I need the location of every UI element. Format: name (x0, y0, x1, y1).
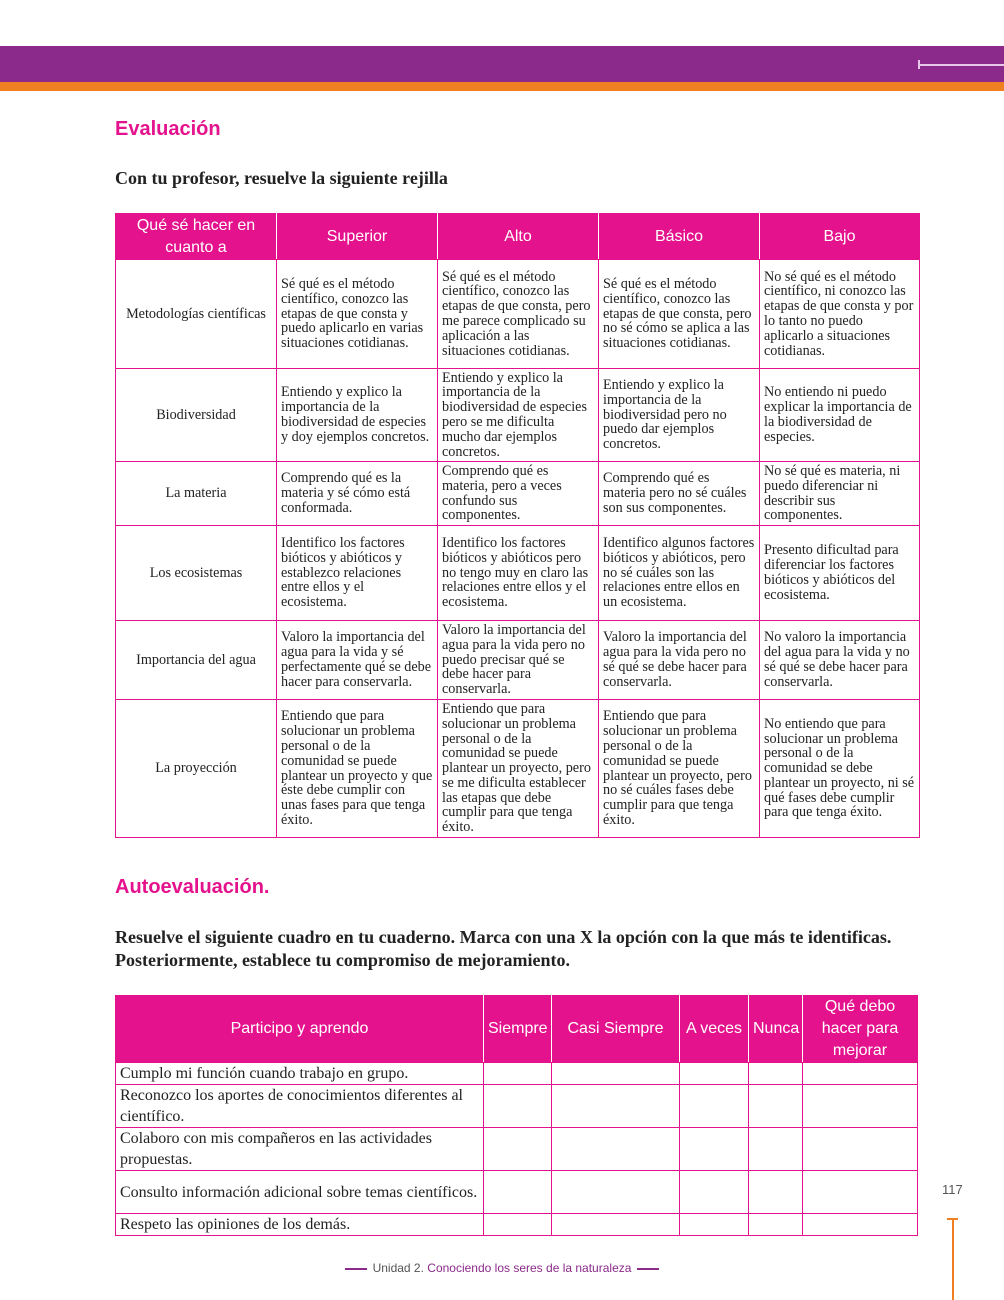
mark-cell-siempre[interactable] (484, 1128, 552, 1171)
rubric-cell: Valoro la importancia del agua para la vida pero no sé qué se debe hacer para conservarla. (599, 621, 760, 700)
autoevaluacion-title: Autoevaluación. (115, 876, 270, 898)
rubric-criterion: La proyección (116, 700, 277, 838)
rubric-cell: Entiendo y explico la importancia de la biodiversidad de especies y doy ejemplos concretos. (277, 369, 438, 462)
self-eval-statement: Cumplo mi función cuando trabajo en grupo. (116, 1063, 484, 1085)
rubric-cell: Valoro la importancia del agua para la vida pero no puedo precisar qué se debe hacer para conservarla. (438, 621, 599, 700)
rubric-cell: Comprendo qué es materia pero no sé cuáles son sus componentes. (599, 462, 760, 526)
mark-cell-siempre[interactable] (484, 1085, 552, 1128)
rubric-cell: Presento dificultad para diferenciar los factores bióticos y abióticos del ecosistema. (760, 526, 920, 621)
rubric-cell: No entiendo ni puedo explicar la importancia de la biodiversidad de especies. (760, 369, 920, 462)
rubric-header-bajo: Bajo (760, 214, 920, 260)
mejorar-cell[interactable] (803, 1214, 918, 1236)
rubric-row (116, 700, 920, 838)
rubric-criterion: Los ecosistemas (116, 526, 277, 621)
mark-cell-casi-siempre[interactable] (552, 1128, 680, 1171)
mark-cell-nunca[interactable] (749, 1171, 803, 1214)
rubric-header-superior: Superior (277, 214, 438, 260)
rubric-header-alto: Alto (438, 214, 599, 260)
rubric-cell: Entiendo que para solucionar un problema personal o de la comunidad se puede plantear un proyecto, pero no sé cuáles fases debe cumplir para que tenga éxito. (599, 700, 760, 838)
mark-cell-nunca[interactable] (749, 1085, 803, 1128)
footer-unit: Unidad 2. (372, 1261, 424, 1275)
mark-cell-a-veces[interactable] (680, 1214, 749, 1236)
rubric-row (116, 369, 920, 462)
page-margin-line (952, 1218, 954, 1300)
mark-cell-siempre[interactable] (484, 1171, 552, 1214)
rubric-cell: No valoro la importancia del agua para la vida y no sé qué se debe hacer para conservarla. (760, 621, 920, 700)
header-a-veces: A veces (680, 996, 749, 1063)
rubric-cell: Sé qué es el método científico, conozco las etapas de que consta, pero no sé cómo se aplica a las situaciones cotidianas. (599, 260, 760, 369)
rubric-cell: Comprendo qué es la materia y sé cómo está conformada. (277, 462, 438, 526)
page-number: 117 (942, 1182, 963, 1197)
mejorar-cell[interactable] (803, 1171, 918, 1214)
mejorar-cell[interactable] (803, 1085, 918, 1128)
mejorar-cell[interactable] (803, 1063, 918, 1085)
rubric-header-basico: Básico (599, 214, 760, 260)
self-eval-header-row (116, 996, 918, 1063)
top-band-line (918, 64, 1004, 66)
rubric-cell: No entiendo que para solucionar un problema personal o de la comunidad se debe plantear un proyecto, ni sé qué fases debe cumplir para que tenga éxito. (760, 700, 920, 838)
rubric-cell: Entiendo que para solucionar un problema personal o de la comunidad se puede plantear un proyecto y que éste debe cumplir con unas fases para que tenga éxito. (277, 700, 438, 838)
mark-cell-siempre[interactable] (484, 1214, 552, 1236)
self-eval-row (116, 1214, 918, 1236)
footer-title: Conociendo los seres de la naturaleza (427, 1261, 632, 1275)
rubric-criterion: Importancia del agua (116, 621, 277, 700)
self-eval-row (116, 1063, 918, 1085)
rubric-row (116, 526, 920, 621)
page-margin-tick (947, 1218, 958, 1220)
rubric-criterion: Biodiversidad (116, 369, 277, 462)
mark-cell-siempre[interactable] (484, 1063, 552, 1085)
mark-cell-a-veces[interactable] (680, 1085, 749, 1128)
rubric-criterion: La materia (116, 462, 277, 526)
evaluacion-title: Evaluación (115, 118, 221, 140)
rubric-cell: Entiendo que para solucionar un problema personal o de la comunidad se puede plantear un proyecto, pero se me dificulta establecer las etapas que debe cumplir para que tenga éxito. (438, 700, 599, 838)
header-nunca: Nunca (749, 996, 803, 1063)
rubric-header-criterion: Qué sé hacer en cuanto a (116, 214, 277, 260)
mark-cell-casi-siempre[interactable] (552, 1063, 680, 1085)
rubric-row (116, 621, 920, 700)
evaluacion-instruction: Con tu profesor, resuelve la siguiente rejilla (115, 168, 448, 188)
mark-cell-a-veces[interactable] (680, 1063, 749, 1085)
rubric-cell: Entiendo y explico la importancia de la biodiversidad pero no puedo dar ejemplos concretos. (599, 369, 760, 462)
footer-dash-right (637, 1268, 659, 1270)
rubric-cell: Valoro la importancia del agua para la vida y sé perfectamente qué se debe hacer para conservarla. (277, 621, 438, 700)
header-siempre: Siempre (484, 996, 552, 1063)
rubric-cell: Comprendo qué es materia, pero a veces confundo sus componentes. (438, 462, 599, 526)
self-eval-row (116, 1171, 918, 1214)
top-orange-band (0, 82, 1004, 91)
mark-cell-a-veces[interactable] (680, 1171, 749, 1214)
footer-dash-left (345, 1268, 367, 1270)
autoevaluacion-instruction: Resuelve el siguiente cuadro en tu cuaderno. Marca con una X la opción con la que más te identificas. Posteriormente, establece tu compromiso de mejoramiento. (115, 927, 892, 970)
footer (0, 1261, 1004, 1275)
rubric-cell: Sé qué es el método científico, conozco las etapas de que consta y puedo aplicarlo en varias situaciones cotidianas. (277, 260, 438, 369)
mark-cell-nunca[interactable] (749, 1063, 803, 1085)
rubric-cell: Identifico algunos factores bióticos y abióticos, pero no sé cuáles son las relaciones entre ellos en un ecosistema. (599, 526, 760, 621)
self-eval-statement: Consulto información adicional sobre temas científicos. (116, 1171, 484, 1214)
rubric-row (116, 260, 920, 369)
self-eval-statement: Colaboro con mis compañeros en las actividades propuestas. (116, 1128, 484, 1171)
mark-cell-nunca[interactable] (749, 1214, 803, 1236)
mark-cell-nunca[interactable] (749, 1128, 803, 1171)
self-eval-statement: Respeto las opiniones de los demás. (116, 1214, 484, 1236)
mejorar-cell[interactable] (803, 1128, 918, 1171)
self-eval-row (116, 1085, 918, 1128)
rubric-criterion: Metodologías científicas (116, 260, 277, 369)
rubric-cell: No sé qué es el método científico, ni conozco las etapas de que consta y por lo tanto no puedo aplicarlo a situaciones cotidianas. (760, 260, 920, 369)
mark-cell-casi-siempre[interactable] (552, 1171, 680, 1214)
rubric-cell: No sé qué es materia, ni puedo diferenciar ni describir sus componentes. (760, 462, 920, 526)
self-evaluation-table (115, 995, 918, 1236)
rubric-row (116, 462, 920, 526)
rubric-header-row (116, 214, 920, 260)
header-casi-siempre: Casi Siempre (552, 996, 680, 1063)
top-purple-band (0, 46, 1004, 82)
top-band-tick (918, 60, 920, 69)
rubric-cell: Sé qué es el método científico, conozco las etapas de que consta, pero me parece complicado su aplicación a las situaciones cotidianas. (438, 260, 599, 369)
self-eval-row (116, 1128, 918, 1171)
self-eval-statement: Reconozco los aportes de conocimientos diferentes al científico. (116, 1085, 484, 1128)
mark-cell-casi-siempre[interactable] (552, 1214, 680, 1236)
header-mejorar: Qué debo hacer para mejorar (803, 996, 918, 1063)
rubric-cell: Identifico los factores bióticos y abióticos y establezco relaciones entre ellos y el ecosistema. (277, 526, 438, 621)
mark-cell-casi-siempre[interactable] (552, 1085, 680, 1128)
mark-cell-a-veces[interactable] (680, 1128, 749, 1171)
header-participo: Participo y aprendo (116, 996, 484, 1063)
rubric-cell: Identifico los factores bióticos y abióticos pero no tengo muy en claro las relaciones entre ellos y el ecosistema. (438, 526, 599, 621)
rubric-cell: Entiendo y explico la importancia de la biodiversidad de especies pero se me dificulta mucho dar ejemplos concretos. (438, 369, 599, 462)
rubric-table (115, 213, 920, 838)
